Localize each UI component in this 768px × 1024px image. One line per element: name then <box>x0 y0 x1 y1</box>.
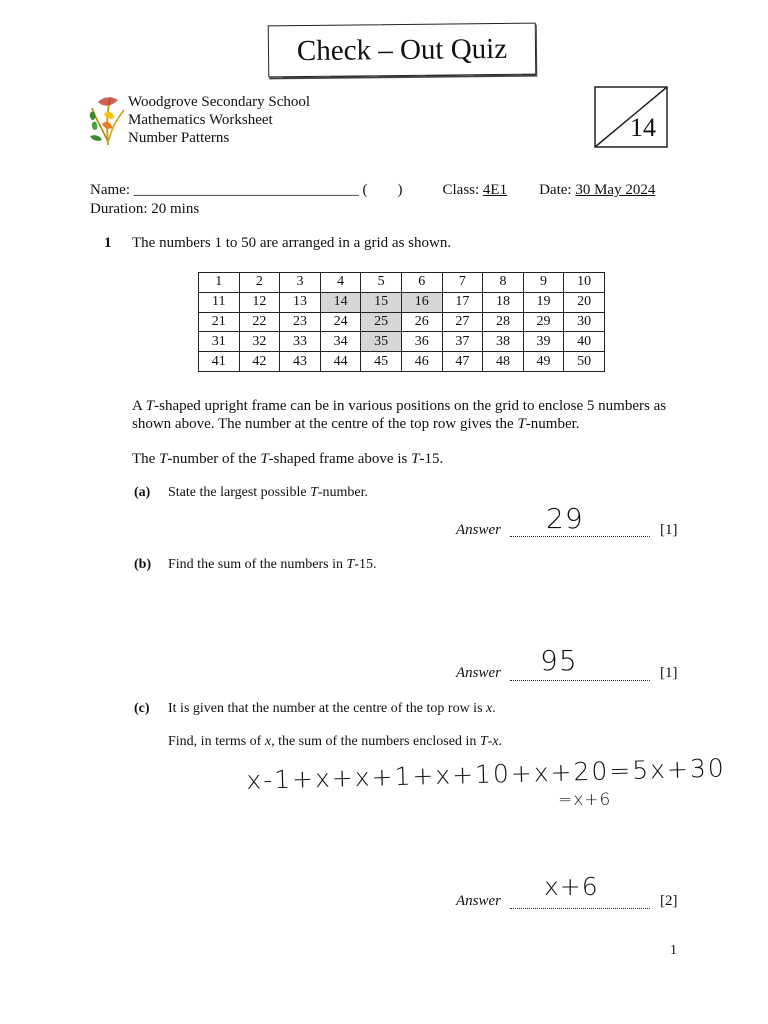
part-c-t-italic: T <box>479 734 488 749</box>
stmt-t-italic: T <box>260 451 269 467</box>
part-c-marks: [2] <box>660 893 678 909</box>
grid-cell: 4 <box>320 273 361 293</box>
part-c-text: - <box>487 734 493 749</box>
desc-t-italic: T <box>517 416 526 432</box>
grid-cell: 8 <box>483 273 524 293</box>
grid-cell: 12 <box>239 292 280 312</box>
grid-row <box>199 352 605 372</box>
quiz-title <box>268 23 537 78</box>
part-a-question <box>168 485 368 501</box>
part-b-t-italic: T <box>346 557 355 572</box>
grid-cell: 28 <box>483 312 524 332</box>
grid-cell: 41 <box>199 352 240 372</box>
student-info-line <box>90 182 655 199</box>
page-number: 1 <box>670 943 677 958</box>
grid-cell: 37 <box>442 332 483 352</box>
grid-cell: 39 <box>523 332 564 352</box>
worksheet-topic: Number Patterns <box>128 130 230 146</box>
part-a-answer-line <box>510 536 650 537</box>
school-logo-icon <box>88 90 128 148</box>
part-c-text: . <box>498 734 503 749</box>
part-c-x-italic: x <box>486 701 493 716</box>
class-value: 4E1 <box>482 182 508 198</box>
grid-cell: 40 <box>564 332 605 352</box>
school-name: Woodgrove Secondary School <box>128 94 311 110</box>
grid-cell: 50 <box>564 352 605 372</box>
date-value: 30 May 2024 <box>575 182 656 198</box>
part-a-marks: [1] <box>660 522 678 538</box>
stmt-text: -15. <box>419 451 444 467</box>
grid-cell: 7 <box>442 273 483 293</box>
t-number-statement <box>132 450 692 468</box>
grid-cell: 11 <box>199 292 240 312</box>
grid-cell: 21 <box>199 312 240 332</box>
part-b-answer-line <box>510 680 650 681</box>
grid-cell: 24 <box>320 312 361 332</box>
grid-cell: 2 <box>239 273 280 293</box>
grid-cell-shaded: 25 <box>361 312 402 332</box>
part-c-answer-label: Answer <box>456 893 501 909</box>
grid-cell: 23 <box>280 312 321 332</box>
grid-cell: 49 <box>523 352 564 372</box>
grid-cell: 30 <box>564 312 605 332</box>
part-a-text: State the largest possible <box>168 485 311 500</box>
grid-cell: 46 <box>401 352 442 372</box>
part-c-handwritten-answer: x+6 <box>544 872 599 901</box>
part-c-x-italic: x <box>264 734 272 749</box>
grid-cell-shaded: 35 <box>361 332 402 352</box>
school-info <box>128 93 310 147</box>
part-c-text: . <box>492 701 496 716</box>
grid-cell: 10 <box>564 273 605 293</box>
part-b-handwritten-answer: 95 <box>540 644 578 677</box>
grid-cell: 47 <box>442 352 483 372</box>
part-c-answer-line <box>510 908 650 909</box>
grid-cell: 20 <box>564 292 605 312</box>
grid-cell: 22 <box>239 312 280 332</box>
stmt-t-italic: T <box>411 451 420 467</box>
part-a-answer-label: Answer <box>456 522 501 538</box>
date-label: Date: <box>539 182 576 198</box>
grid-cell: 31 <box>199 332 240 352</box>
grid-cell: 5 <box>361 273 402 293</box>
grid-cell-shaded: 14 <box>320 292 361 312</box>
desc-text: A <box>132 398 146 414</box>
grid-cell: 42 <box>239 352 280 372</box>
part-b-marks: [1] <box>660 665 678 681</box>
part-c-text: It is given that the number at the centre of the top row is <box>168 701 487 716</box>
t-frame-description <box>132 397 692 433</box>
part-b-text: Find the sum of the numbers in <box>168 557 347 572</box>
grid-cell: 18 <box>483 292 524 312</box>
class-label: Class: <box>442 182 483 198</box>
grid-cell: 34 <box>320 332 361 352</box>
part-c-x-italic: x <box>492 734 499 749</box>
name-field-label: Name: ______________________________ ( ) <box>90 182 403 198</box>
part-b-label: (b) <box>134 557 152 572</box>
quiz-title-text: Check – Out Quiz <box>296 32 508 67</box>
grid-cell: 44 <box>320 352 361 372</box>
grid-cell: 3 <box>280 273 321 293</box>
grid-cell: 9 <box>523 273 564 293</box>
grid-cell: 38 <box>483 332 524 352</box>
worksheet-subject: Mathematics Worksheet <box>128 112 273 128</box>
part-c-handwritten-working-line2: =x+6 <box>558 790 612 810</box>
grid-cell: 13 <box>280 292 321 312</box>
question-number: 1 <box>104 235 112 251</box>
part-a-text: -number. <box>317 485 369 500</box>
grid-cell: 6 <box>401 273 442 293</box>
grid-cell-shaded: 16 <box>401 292 442 312</box>
part-b-text: -15. <box>354 557 377 572</box>
question-intro: The numbers 1 to 50 are arranged in a grid as shown. <box>132 235 452 251</box>
grid-cell: 29 <box>523 312 564 332</box>
stmt-text: -shaped frame above is <box>268 451 412 467</box>
grid-cell: 32 <box>239 332 280 352</box>
part-c-text: Find, in terms of <box>168 734 265 749</box>
grid-row <box>199 332 605 352</box>
part-c-label: (c) <box>134 701 150 716</box>
desc-t-italic: T <box>145 398 155 414</box>
part-b-question <box>168 557 376 573</box>
grid-row <box>199 312 605 332</box>
stmt-t-italic: T <box>159 451 168 467</box>
score-value: 14 <box>630 113 656 142</box>
grid-cell: 27 <box>442 312 483 332</box>
part-a-handwritten-answer: 29 <box>546 502 584 535</box>
stmt-text: -number of the <box>167 451 261 467</box>
grid-cell: 33 <box>280 332 321 352</box>
part-c-question <box>168 734 502 750</box>
part-c-text: , the sum of the numbers enclosed in <box>271 734 480 749</box>
grid-cell: 36 <box>401 332 442 352</box>
grid-cell: 19 <box>523 292 564 312</box>
grid-row <box>199 292 605 312</box>
part-a-label: (a) <box>134 485 151 500</box>
part-c-given <box>168 701 496 717</box>
grid-cell-shaded: 15 <box>361 292 402 312</box>
desc-text: -shaped upright frame can be in various positions on the grid to enclose 5 numbers as shown above. The number at the centre of the top row gives the <box>132 398 667 432</box>
grid-row <box>199 273 605 293</box>
grid-cell: 1 <box>199 273 240 293</box>
grid-cell: 17 <box>442 292 483 312</box>
grid-cell: 43 <box>280 352 321 372</box>
desc-text: -number. <box>525 416 580 432</box>
number-grid <box>198 272 605 372</box>
part-a-t-italic: T <box>310 485 318 500</box>
part-b-answer-label: Answer <box>456 665 501 681</box>
stmt-text: The <box>132 451 160 467</box>
grid-cell: 45 <box>361 352 402 372</box>
part-c-handwritten-working: x-1+x+x+1+x+10+x+20=5x+30 <box>246 753 727 795</box>
grid-cell: 48 <box>483 352 524 372</box>
duration-text: Duration: 20 mins <box>90 201 200 217</box>
grid-cell: 26 <box>401 312 442 332</box>
